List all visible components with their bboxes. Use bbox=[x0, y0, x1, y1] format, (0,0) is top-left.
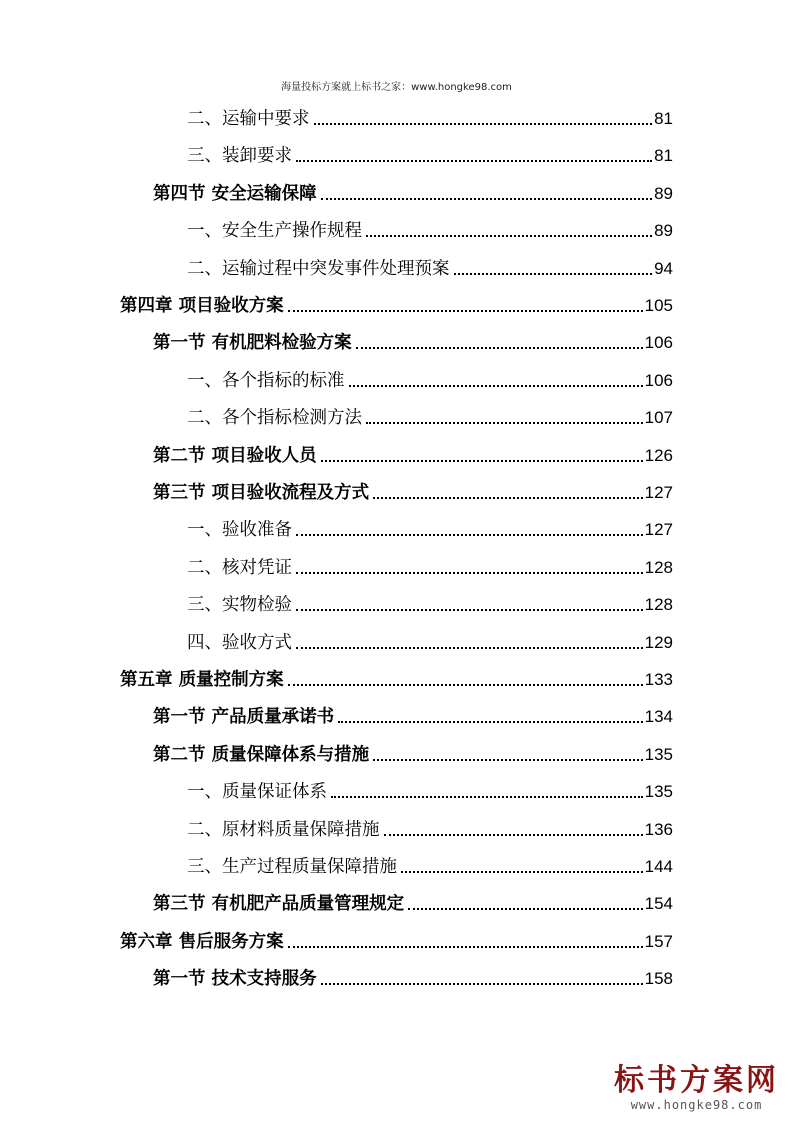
toc-entry-page: 89 bbox=[654, 183, 673, 203]
toc-entry-page: 106 bbox=[644, 370, 673, 390]
toc-entry[interactable] bbox=[187, 549, 673, 579]
dot-leader bbox=[296, 534, 643, 536]
dot-leader bbox=[349, 385, 643, 387]
toc-entry-title: 四、验收方式 bbox=[187, 632, 292, 653]
toc-entry-title: 三、生产过程质量保障措施 bbox=[187, 857, 397, 877]
toc-entry-page: 128 bbox=[644, 595, 673, 615]
toc-entry-page: 128 bbox=[644, 557, 673, 577]
dot-leader bbox=[356, 347, 643, 349]
toc-entry-page: 158 bbox=[644, 969, 673, 989]
toc-entry-title: 第一节 产品质量承诺书 bbox=[153, 707, 335, 728]
toc-entry-title: 第一节 有机肥料检验方案 bbox=[153, 333, 352, 354]
toc-entry-title: 第三节 有机肥产品质量管理规定 bbox=[153, 894, 405, 915]
toc-entry-page: 127 bbox=[644, 520, 673, 540]
dot-leader bbox=[331, 796, 643, 798]
dot-leader bbox=[288, 310, 643, 312]
toc-entry[interactable] bbox=[153, 698, 673, 728]
toc-entry-page: 105 bbox=[644, 296, 673, 315]
toc-entry[interactable] bbox=[187, 250, 673, 280]
toc-entry[interactable] bbox=[120, 923, 673, 953]
toc-entry-title: 第二节 质量保障体系与措施 bbox=[153, 744, 370, 765]
dot-leader bbox=[338, 721, 643, 723]
toc-entry-title: 第六章 售后服务方案 bbox=[120, 931, 284, 952]
site-watermark bbox=[614, 1064, 779, 1112]
toc-entry-title: 第四节 安全运输保障 bbox=[153, 183, 317, 204]
toc-entry[interactable] bbox=[187, 511, 673, 541]
dot-leader bbox=[384, 834, 643, 836]
toc-entry[interactable] bbox=[187, 848, 673, 878]
toc-entry-title: 一、安全生产操作规程 bbox=[187, 221, 362, 242]
toc-entry-page: 89 bbox=[654, 221, 673, 241]
page-header: 海量投标方案就上标书之家：www.hongke98.com bbox=[281, 82, 512, 93]
toc-entry[interactable] bbox=[153, 175, 673, 205]
watermark-title: 标书方案网 bbox=[614, 1063, 779, 1098]
toc-entry[interactable] bbox=[153, 474, 673, 504]
dot-leader bbox=[373, 497, 643, 499]
toc-entry-title: 二、各个指标检测方法 bbox=[187, 408, 362, 429]
toc-entry-title: 三、实物检验 bbox=[187, 595, 292, 616]
dot-leader bbox=[366, 235, 652, 237]
toc-entry[interactable] bbox=[187, 212, 673, 242]
toc-entry-title: 第一节 技术支持服务 bbox=[153, 969, 317, 990]
toc-entry-page: 81 bbox=[654, 146, 673, 166]
toc-entry-page: 107 bbox=[644, 408, 673, 428]
toc-entry-page: 134 bbox=[644, 707, 673, 727]
dot-leader bbox=[296, 647, 643, 649]
toc-entry-page: 154 bbox=[644, 894, 673, 914]
toc-entry-page: 144 bbox=[644, 857, 673, 876]
toc-entry-page: 135 bbox=[644, 782, 673, 802]
toc-entry[interactable] bbox=[187, 399, 673, 429]
dot-leader bbox=[321, 198, 652, 200]
watermark-url: www.hongke98.com bbox=[630, 1098, 763, 1112]
dot-leader bbox=[373, 759, 643, 761]
toc-entry-title: 一、验收准备 bbox=[187, 520, 292, 541]
toc-entry[interactable] bbox=[153, 437, 673, 467]
toc-entry-title: 第二节 项目验收人员 bbox=[153, 445, 317, 466]
toc-entry[interactable] bbox=[187, 773, 673, 803]
toc-entry-page: 135 bbox=[644, 744, 673, 764]
toc-entry-title: 一、质量保证体系 bbox=[187, 782, 327, 803]
toc-entry[interactable] bbox=[120, 661, 673, 691]
dot-leader bbox=[296, 572, 643, 574]
dot-leader bbox=[288, 684, 643, 686]
toc-entry[interactable] bbox=[187, 137, 673, 167]
toc-entry-title: 二、原材料质量保障措施 bbox=[187, 819, 380, 840]
toc-entry-page: 129 bbox=[644, 632, 673, 652]
toc-entry-page: 106 bbox=[644, 333, 673, 353]
toc-entry-page: 157 bbox=[644, 931, 673, 951]
dot-leader bbox=[321, 983, 643, 985]
toc-entry[interactable] bbox=[187, 100, 673, 130]
toc-entry-page: 127 bbox=[644, 483, 673, 502]
toc-entry-title: 二、运输中要求 bbox=[187, 109, 310, 129]
toc-entry-page: 126 bbox=[644, 445, 673, 465]
toc-entry[interactable] bbox=[187, 586, 673, 616]
toc-entry-page: 81 bbox=[654, 109, 673, 128]
toc-entry-title: 一、各个指标的标准 bbox=[187, 370, 345, 391]
toc-entry-page: 136 bbox=[644, 819, 673, 839]
toc-entry[interactable] bbox=[153, 324, 673, 354]
toc-entry[interactable] bbox=[187, 811, 673, 841]
dot-leader bbox=[288, 946, 643, 948]
dot-leader bbox=[408, 908, 643, 910]
dot-leader bbox=[454, 273, 653, 275]
toc-entry[interactable] bbox=[187, 362, 673, 392]
toc-entry-title: 第四章 项目验收方案 bbox=[120, 296, 284, 316]
dot-leader bbox=[296, 160, 652, 162]
dot-leader bbox=[401, 871, 643, 873]
dot-leader bbox=[296, 609, 643, 611]
toc-entry[interactable] bbox=[187, 624, 673, 654]
toc-entry-page: 94 bbox=[654, 258, 673, 278]
dot-leader bbox=[366, 422, 643, 424]
dot-leader bbox=[314, 123, 653, 125]
toc-entry[interactable] bbox=[120, 287, 673, 317]
toc-entry[interactable] bbox=[153, 885, 673, 915]
toc-entry-page: 133 bbox=[644, 670, 673, 689]
toc-entry-title: 第三节 项目验收流程及方式 bbox=[153, 483, 370, 503]
toc-entry-title: 第五章 质量控制方案 bbox=[120, 670, 284, 690]
toc-entry[interactable] bbox=[153, 960, 673, 990]
dot-leader bbox=[321, 460, 643, 462]
toc-entry-title: 二、运输过程中突发事件处理预案 bbox=[187, 258, 450, 279]
toc-entry-title: 二、核对凭证 bbox=[187, 557, 292, 578]
toc-entry-title: 三、装卸要求 bbox=[187, 146, 292, 167]
toc-entry[interactable] bbox=[153, 736, 673, 766]
